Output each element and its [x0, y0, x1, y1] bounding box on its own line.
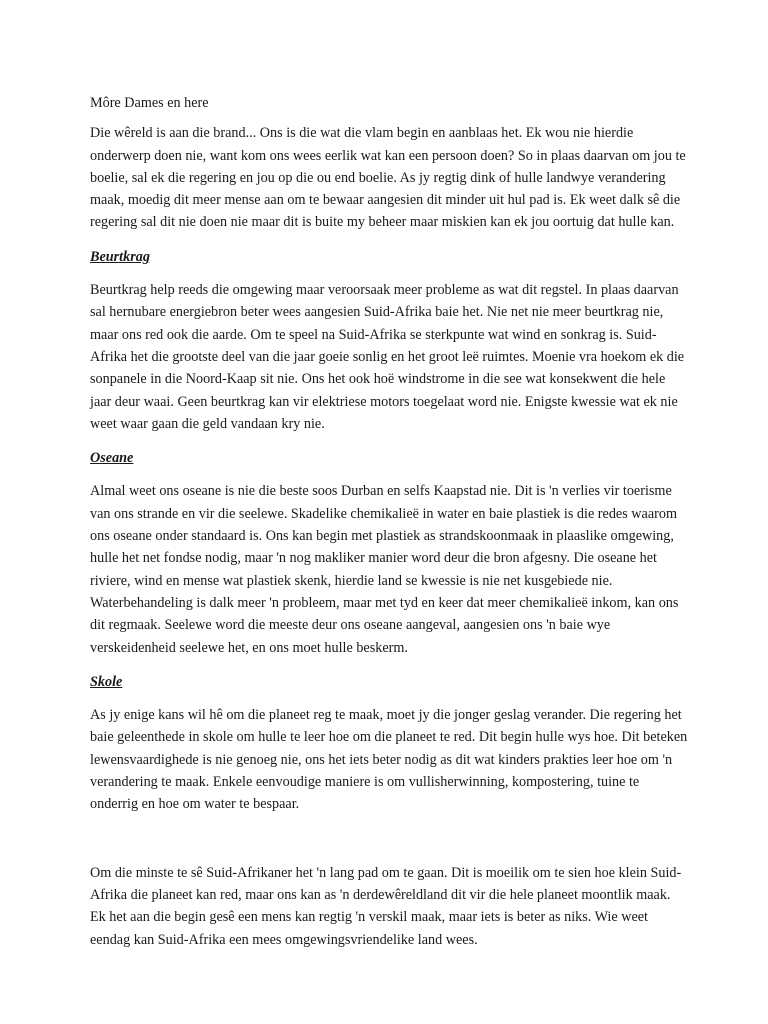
section-body-oseane: Almal weet ons oseane is nie die beste soos Durban en selfs Kaapstad nie. Dit is 'n verlies vir toerisme van ons strande en vir die seelewe. Skadelike chemikalieë in water en baie plastiek is die redes waarom ons oseane onder standaard is. Ons kan begin met plastiek as strandskoonmaak in plaaslike omgewing, hulle het net fondse nodig, maar 'n nog makliker manier word deur die bron afgesny. Die oseane het riviere, wind en mense wat plastiek skenk, hierdie land se kwessie is nie net kusgebiede nie. Waterbehandeling is dalk meer 'n probleem, maar met tyd en keer dat meer chemikalieë inkom, kan ons dit regmaak. Seelewe word die meeste deur ons oseane aangeval, aangesien ons 'n baie wye verskeidenheid seelewe het, en ons moet hulle beskerm.	[90, 483, 679, 656]
paragraph-spacer	[90, 828, 688, 862]
greeting: Môre Dames en here	[90, 95, 209, 111]
section-heading-skole: Skole	[90, 673, 123, 690]
section-heading-oseane: Oseane	[90, 450, 134, 467]
section-heading-beurtkrag: Beurtkrag	[90, 248, 150, 265]
intro-paragraph: Die wêreld is aan die brand... Ons is die wat die vlam begin en aanblaas het. Ek wou nie hierdie onderwerp doen nie, want kom ons wees eerlik wat kan een persoon doen? So in plaas daarvan om jou te boelie, sal ek die regering en jou op die ou end boelie. As jy regtig dink of hulle landwye verandering maak, moedig dit meer mense aan om te bewaar aangesien dit minder uit hul pad is. Ek weet dalk sê die regering sal dit nie doen nie maar dit is buite my beheer maar miskien kan ek jou oortuig dat hulle kan.	[90, 125, 686, 231]
section-body-skole: As jy enige kans wil hê om die planeet reg te maak, moet jy die jonger geslag verander. Die regering het baie geleenthede in skole om hulle te leer hoe om die planeet te red. Dit begin hulle wys hoe. Dit beteken lewensvaardighede is nie genoeg nie, ons het iets beter nodig as dit wat kinders prakties leer hoe om 'n verandering te maak. Enkele eenvoudige maniere is om vullisherwinning, kompostering, tuine te onderrig en hoe om water te bespaar.	[90, 707, 688, 813]
section-body-beurtkrag: Beurtkrag help reeds die omgewing maar veroorsaak meer probleme as wat dit regstel. In plaas daarvan sal hernubare energiebron beter wees aangesien Suid-Afrika baie het. Nie net nie meer beurtkrag nie, maar ons red ook die aarde. Om te speel na Suid-Afrika se sterkpunte wat wind en sonkrag is. Suid-Afrika het die grootste deel van die jaar goeie sonlig en het groot leë ruimtes. Moenie vra hoekom ek die sonpanele in die Noord-Kaap sit nie. Ons het ook hoë windstrome in die see wat konsekwent die hele jaar deur waai. Geen beurtkrag kan vir elektriese motors toegelaat word nie. Enigste kwessie wat ek nie weet waar gaan die geld vandaan kry nie.	[90, 282, 685, 432]
conclusion-paragraph: Om die minste te sê Suid-Afrikaner het 'n lang pad om te gaan. Dit is moeilik om te sien hoe klein Suid-Afrika die planeet kan red, maar ons kan as 'n derdewêreldland dit vir die hele planeet moontlik maak. Ek het aan die begin gesê een mens kan regtig 'n verskil maak, maar iets is beter as niks. Wie weet eendag kan Suid-Afrika een mees omgewingsvriendelike land wees.	[90, 864, 682, 948]
